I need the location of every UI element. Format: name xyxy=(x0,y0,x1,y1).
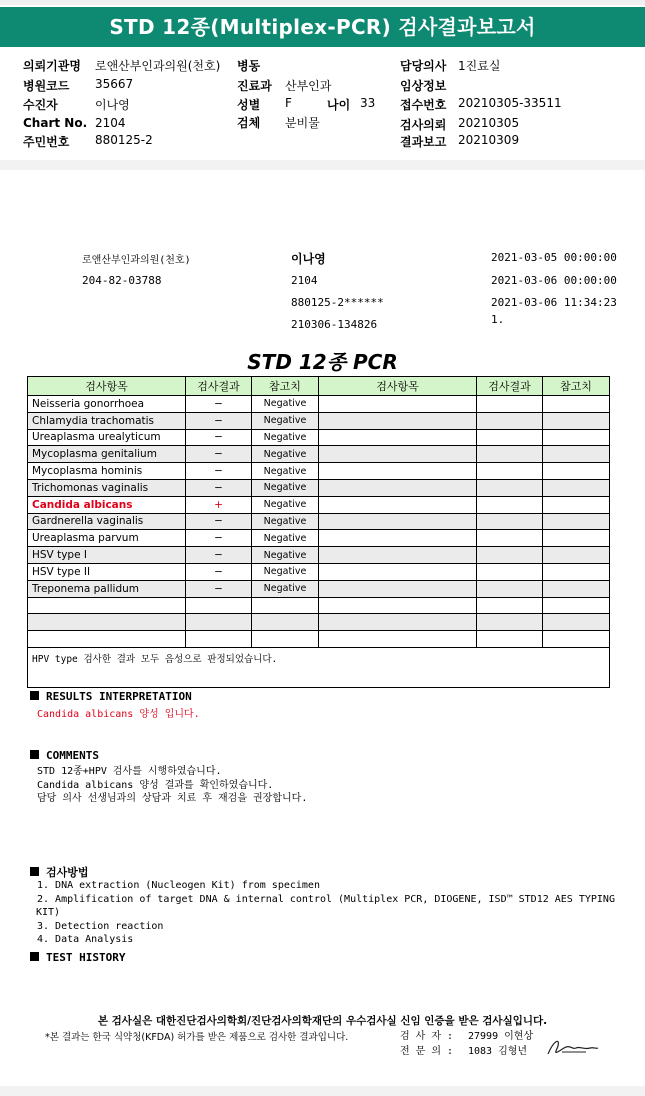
test-result: − xyxy=(186,429,252,446)
empty-cell xyxy=(477,463,543,480)
reference-value: Negative xyxy=(252,479,319,496)
empty-cell xyxy=(319,563,477,580)
test-item: Chlamydia trachomatis xyxy=(28,412,186,429)
patient-value: 이나영 xyxy=(95,98,130,112)
report-value: 20210309 xyxy=(458,133,520,147)
age-value: 33 xyxy=(360,96,376,110)
bottom-strip xyxy=(0,1086,645,1096)
empty-cell xyxy=(477,412,543,429)
tester-value: 27999 이현상 xyxy=(468,1031,534,1042)
empty-cell xyxy=(319,412,477,429)
tester-label: 검 사 자 : xyxy=(400,1031,454,1042)
test-item: HSV type I xyxy=(28,547,186,564)
empty-cell xyxy=(543,580,610,597)
empty-cell xyxy=(477,429,543,446)
empty-cell xyxy=(543,496,610,513)
empty-cell xyxy=(319,496,477,513)
test-result: − xyxy=(186,563,252,580)
comment-line: STD 12종+HPV 검사를 시행하였습니다. xyxy=(37,766,222,777)
col-header: 검사항목 xyxy=(28,377,186,396)
age-label: 나이 xyxy=(327,98,351,112)
empty-cell xyxy=(477,513,543,530)
method-line: 1. DNA extraction (Nucleogen Kit) from specimen xyxy=(37,880,320,891)
signature-icon xyxy=(546,1036,600,1058)
test-result: − xyxy=(186,412,252,429)
reference-value: Negative xyxy=(252,429,319,446)
empty-cell xyxy=(543,530,610,547)
doctor-value: 1진료실 xyxy=(458,59,501,73)
bullet-square-icon xyxy=(30,750,39,759)
doctor-label: 담당의사 xyxy=(400,59,447,73)
col-header: 검사결과 xyxy=(477,377,543,396)
reference-value: Negative xyxy=(252,563,319,580)
empty-cell xyxy=(543,614,610,631)
empty-cell xyxy=(319,580,477,597)
patient-label: 수진자 xyxy=(23,98,58,112)
patient-name: 이나영 xyxy=(291,252,326,266)
table-row xyxy=(28,412,610,429)
rrn-value: 880125-2 xyxy=(95,133,153,147)
test-result: + xyxy=(186,496,252,513)
empty-cell xyxy=(543,563,610,580)
reference-value: Negative xyxy=(252,396,319,413)
table-row xyxy=(28,547,610,564)
empty-cell xyxy=(477,563,543,580)
empty-cell xyxy=(319,446,477,463)
receipt-value: 20210305-33511 xyxy=(458,96,562,110)
table-row xyxy=(28,597,610,614)
dept-label: 진료과 xyxy=(237,79,272,93)
patient-rrn: 880125-2****** xyxy=(291,296,384,309)
reference-value: Negative xyxy=(252,530,319,547)
empty-cell xyxy=(28,614,186,631)
test-result: − xyxy=(186,547,252,564)
specialist-label: 전 문 의 : xyxy=(400,1046,454,1057)
report-label: 결과보고 xyxy=(400,135,447,149)
empty-cell xyxy=(543,463,610,480)
test-item: Ureaplasma urealyticum xyxy=(28,429,186,446)
empty-cell xyxy=(319,429,477,446)
reference-value: Negative xyxy=(252,463,319,480)
empty-cell xyxy=(543,446,610,463)
results-title: STD 12종 PCR xyxy=(247,350,398,374)
empty-cell xyxy=(319,530,477,547)
reference-value: Negative xyxy=(252,547,319,564)
interpretation-text: Candida albicans 양성 입니다. xyxy=(37,709,200,720)
method-line: 4. Data Analysis xyxy=(37,934,134,945)
reference-value: Negative xyxy=(252,513,319,530)
section-divider xyxy=(0,160,645,170)
empty-cell xyxy=(477,530,543,547)
empty-cell xyxy=(186,614,252,631)
test-result: − xyxy=(186,479,252,496)
reference-value: Negative xyxy=(252,412,319,429)
table-row xyxy=(28,463,610,480)
institution-reg-no: 204-82-03788 xyxy=(82,274,162,287)
kfda-notice: *본 결과는 한국 식약청(KFDA) 허가를 받은 제품으로 검사한 결과입니다. xyxy=(45,1032,349,1043)
table-row xyxy=(28,446,610,463)
table-row xyxy=(28,479,610,496)
results-table xyxy=(27,376,610,688)
test-item: Treponema pallidum xyxy=(28,580,186,597)
table-row xyxy=(28,530,610,547)
empty-cell xyxy=(186,597,252,614)
empty-cell xyxy=(477,547,543,564)
test-result: − xyxy=(186,463,252,480)
comments-title: COMMENTS xyxy=(30,749,99,762)
request-value: 20210305 xyxy=(458,116,520,130)
empty-cell xyxy=(477,614,543,631)
table-row xyxy=(28,496,610,513)
hospital-label: 의뢰기관명 xyxy=(23,59,81,73)
empty-cell xyxy=(319,547,477,564)
method-title: 검사방법 xyxy=(30,864,89,880)
empty-cell xyxy=(477,446,543,463)
col-header: 검사항목 xyxy=(319,377,477,396)
header-info xyxy=(0,0,645,160)
empty-cell xyxy=(543,412,610,429)
hospital-value: 로앤산부인과의원(천호) xyxy=(95,59,221,73)
table-row xyxy=(28,513,610,530)
clinical-label: 임상정보 xyxy=(400,79,447,93)
table-row xyxy=(28,429,610,446)
empty-cell xyxy=(477,597,543,614)
empty-cell xyxy=(252,597,319,614)
date-tested: 2021-03-06 00:00:00 xyxy=(491,274,617,287)
hospital-code-label: 병원코드 xyxy=(23,79,70,93)
table-row xyxy=(28,563,610,580)
empty-cell xyxy=(543,547,610,564)
table-header-row xyxy=(28,377,610,396)
test-item: Trichomonas vaginalis xyxy=(28,479,186,496)
empty-cell xyxy=(477,479,543,496)
bullet-square-icon xyxy=(30,952,39,961)
table-row xyxy=(28,580,610,597)
col-header: 참고치 xyxy=(252,377,319,396)
test-item: Mycoplasma hominis xyxy=(28,463,186,480)
empty-cell xyxy=(252,631,319,648)
hpv-note: HPV type 검사한 결과 모두 음성으로 판정되었습니다. xyxy=(28,647,610,687)
method-line: 3. Detection reaction xyxy=(37,920,164,932)
reference-value: Negative xyxy=(252,580,319,597)
test-item: Neisseria gonorrhoea xyxy=(28,396,186,413)
table-row xyxy=(28,614,610,631)
empty-cell xyxy=(477,396,543,413)
test-result: − xyxy=(186,446,252,463)
specimen-value: 분비물 xyxy=(285,116,320,130)
method-text xyxy=(37,879,615,947)
patient-chart: 2104 xyxy=(291,274,318,287)
interpretation-title: RESULTS INTERPRETATION xyxy=(30,690,192,703)
empty-cell xyxy=(319,597,477,614)
sample-id: 210306-134826 xyxy=(291,318,378,331)
empty-cell xyxy=(477,631,543,648)
comment-line: 담당 의사 선생님과의 상담과 치료 후 재검을 권장합니다. xyxy=(37,793,308,804)
table-row xyxy=(28,631,610,648)
test-result: − xyxy=(186,513,252,530)
sex-value: F xyxy=(285,96,292,110)
ward-label: 병동 xyxy=(237,59,261,73)
test-item: Ureaplasma parvum xyxy=(28,530,186,547)
chart-value: 2104 xyxy=(95,116,126,130)
method-line: 2. Amplification of target DNA & internal control (Multiplex PCR, DIOGENE, ISD™ STD12 AES TYPING xyxy=(37,893,615,905)
date-reported: 2021-03-06 11:34:23 xyxy=(491,296,617,309)
test-result: − xyxy=(186,396,252,413)
empty-cell xyxy=(477,580,543,597)
test-history-title: TEST HISTORY xyxy=(30,951,125,964)
empty-cell xyxy=(252,614,319,631)
comment-line: Candida albicans 양성 결과를 확인하였습니다. xyxy=(37,779,274,791)
institution-name: 로앤산부인과의원(천호) xyxy=(82,255,191,266)
empty-cell xyxy=(543,513,610,530)
note-row xyxy=(28,647,610,687)
dept-value: 산부인과 xyxy=(285,79,332,93)
bullet-square-icon xyxy=(30,867,39,876)
empty-cell xyxy=(186,631,252,648)
empty-cell xyxy=(319,631,477,648)
specimen-label: 검체 xyxy=(237,116,261,130)
empty-cell xyxy=(319,396,477,413)
empty-cell xyxy=(28,597,186,614)
empty-cell xyxy=(543,429,610,446)
reference-value: Negative xyxy=(252,446,319,463)
test-item: HSV type II xyxy=(28,563,186,580)
empty-cell xyxy=(543,597,610,614)
test-item: Candida albicans xyxy=(28,496,186,513)
empty-cell xyxy=(319,463,477,480)
col-header: 참고치 xyxy=(543,377,610,396)
date-reported-suffix: 1. xyxy=(491,313,505,326)
empty-cell xyxy=(543,479,610,496)
reference-value: Negative xyxy=(252,496,319,513)
hospital-code-value: 35667 xyxy=(95,77,134,91)
empty-cell xyxy=(477,496,543,513)
request-label: 검사의뢰 xyxy=(400,118,447,132)
specialist-value: 1083 김형년 xyxy=(468,1046,528,1057)
test-result: − xyxy=(186,580,252,597)
empty-cell xyxy=(319,614,477,631)
col-header: 검사결과 xyxy=(186,377,252,396)
empty-cell xyxy=(543,631,610,648)
report-title: STD 12종(Multiplex-PCR) 검사결과보고서 xyxy=(0,7,645,47)
table-row xyxy=(28,396,610,413)
bullet-square-icon xyxy=(30,691,39,700)
sex-label: 성별 xyxy=(237,98,261,112)
date-received: 2021-03-05 00:00:00 xyxy=(491,251,617,264)
empty-cell xyxy=(319,479,477,496)
method-line: KIT) xyxy=(36,907,61,918)
comments-text xyxy=(37,765,307,806)
certification-notice: 본 검사실은 대한진단검사의학회/진단검사의학재단의 우수검사실 신임 인증을 받은 검사실입니다. xyxy=(97,1015,548,1027)
test-item: Mycoplasma genitalium xyxy=(28,446,186,463)
test-result: − xyxy=(186,530,252,547)
receipt-label: 접수번호 xyxy=(400,98,447,112)
test-item: Gardnerella vaginalis xyxy=(28,513,186,530)
empty-cell xyxy=(28,631,186,648)
chart-label: Chart No. xyxy=(23,116,88,130)
empty-cell xyxy=(543,396,610,413)
empty-cell xyxy=(319,513,477,530)
rrn-label: 주민번호 xyxy=(23,135,70,149)
